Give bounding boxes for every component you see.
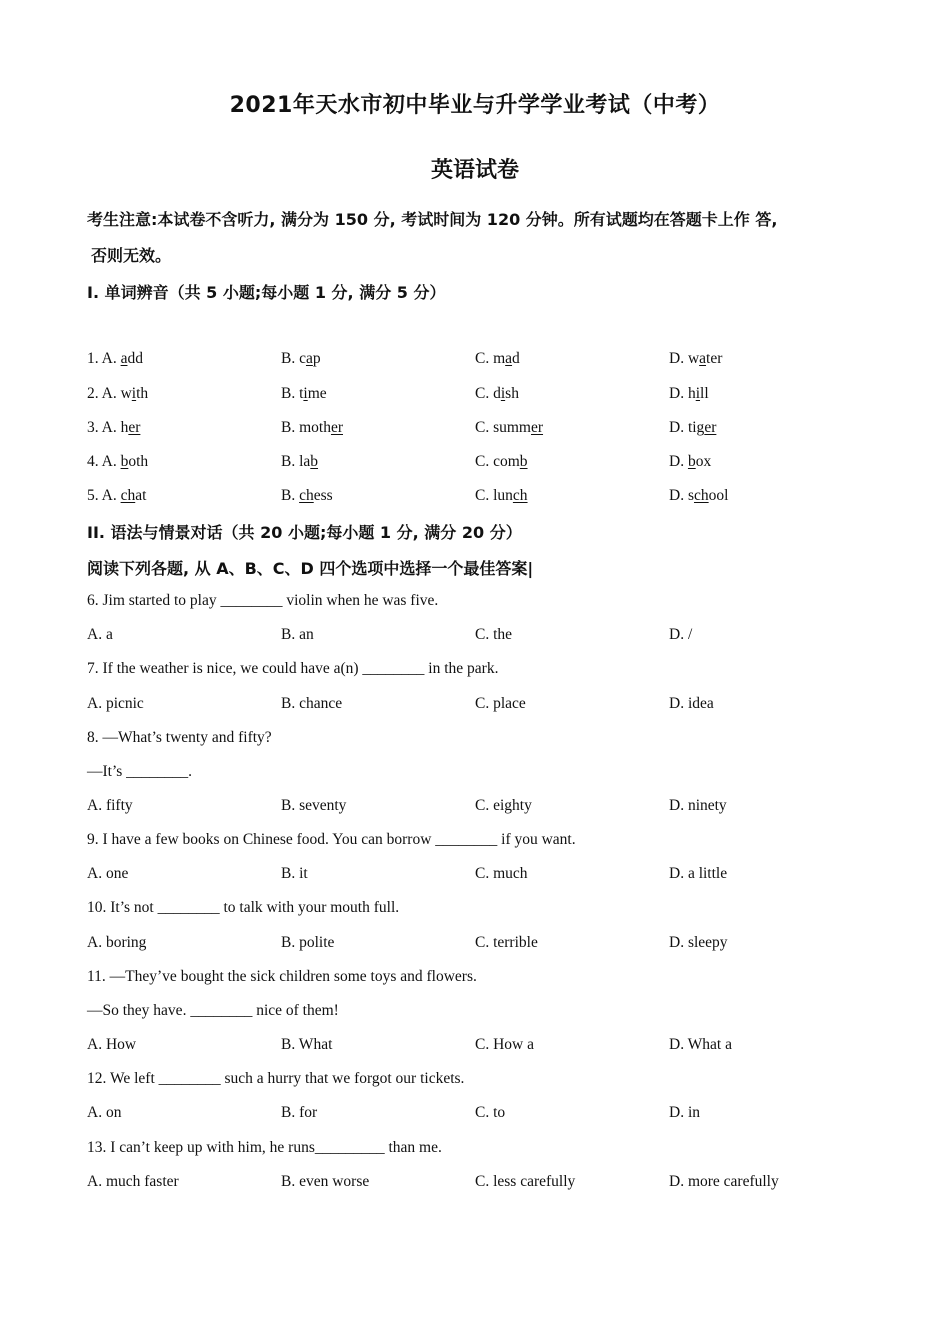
option-6c: C. the bbox=[475, 626, 513, 643]
option-1b: B. cap bbox=[281, 350, 321, 367]
question-8: 8. —What’s twenty and fifty? bbox=[87, 729, 272, 746]
option-12c: C. to bbox=[475, 1104, 506, 1121]
question-row-2 bbox=[0, 385, 950, 407]
question-row-5 bbox=[0, 487, 950, 509]
question-row-3 bbox=[0, 419, 950, 441]
option-2a: 2. A. with bbox=[87, 385, 149, 402]
question-13: 13. I can’t keep up with him, he runs_________ than me. bbox=[87, 1139, 442, 1156]
option-5d: D. school bbox=[669, 487, 729, 504]
option-7d: D. idea bbox=[669, 695, 714, 712]
option-3b: B. mother bbox=[281, 419, 343, 436]
option-6b: B. an bbox=[281, 626, 314, 643]
option-11b: B. What bbox=[281, 1036, 333, 1053]
option-8c: C. eighty bbox=[475, 797, 532, 814]
question-9: 9. I have a few books on Chinese food. You can borrow ________ if you want. bbox=[87, 831, 576, 848]
option-12a: A. on bbox=[87, 1104, 122, 1121]
option-2d: D. hill bbox=[669, 385, 709, 402]
question-12: 12. We left ________ such a hurry that we forgot our tickets. bbox=[87, 1070, 465, 1087]
options-6 bbox=[0, 626, 950, 648]
section1-heading: I. 单词辨音（共 5 小题;每小题 1 分, 满分 5 分） bbox=[87, 283, 446, 302]
question-6: 6. Jim started to play ________ violin when he was five. bbox=[87, 592, 439, 609]
option-10d: D. sleepy bbox=[669, 934, 728, 951]
option-9b: B. it bbox=[281, 865, 308, 882]
option-9a: A. one bbox=[87, 865, 129, 882]
option-9c: C. much bbox=[475, 865, 528, 882]
option-8d: D. ninety bbox=[669, 797, 727, 814]
section2-heading: II. 语法与情景对话（共 20 小题;每小题 1 分, 满分 20 分） bbox=[87, 523, 522, 542]
option-3c: C. summer bbox=[475, 419, 544, 436]
options-13 bbox=[0, 1173, 950, 1195]
option-10c: C. terrible bbox=[475, 934, 538, 951]
exam-title: 2021年天水市初中毕业与升学学业考试（中考） bbox=[229, 93, 721, 118]
option-5b: B. chess bbox=[281, 487, 333, 504]
option-13b: B. even worse bbox=[281, 1173, 370, 1190]
option-11c: C. How a bbox=[475, 1036, 534, 1053]
question-10: 10. It’s not ________ to talk with your mouth full. bbox=[87, 899, 400, 916]
option-11d: D. What a bbox=[669, 1036, 732, 1053]
option-4b: B. lab bbox=[281, 453, 319, 470]
option-4c: C. comb bbox=[475, 453, 528, 470]
option-11a: A. How bbox=[87, 1036, 137, 1053]
options-7 bbox=[0, 695, 950, 717]
option-1a: 1. A. add bbox=[87, 350, 143, 367]
option-2b: B. time bbox=[281, 385, 327, 402]
option-6a: A. a bbox=[87, 626, 113, 643]
options-8 bbox=[0, 797, 950, 819]
notice-line-2: 否则无效。 bbox=[91, 246, 172, 265]
option-2c: C. dish bbox=[475, 385, 519, 402]
option-12d: D. in bbox=[669, 1104, 700, 1121]
options-11 bbox=[0, 1036, 950, 1058]
option-9d: D. a little bbox=[669, 865, 728, 882]
option-13d: D. more carefully bbox=[669, 1173, 779, 1190]
option-5c: C. lunch bbox=[475, 487, 528, 504]
notice-line-1: 考生注意:本试卷不含听力, 满分为 150 分, 考试时间为 120 分钟。所有试题均在答题卡上作 答, bbox=[87, 210, 778, 229]
section2-instruction: 阅读下列各题, 从 A、B、C、D 四个选项中选择一个最佳答案| bbox=[87, 559, 534, 578]
option-1d: D. water bbox=[669, 350, 723, 367]
option-13a: A. much faster bbox=[87, 1173, 179, 1190]
option-4a: 4. A. both bbox=[87, 453, 149, 470]
option-12b: B. for bbox=[281, 1104, 318, 1121]
option-3a: 3. A. her bbox=[87, 419, 141, 436]
question-row-4 bbox=[0, 453, 950, 475]
question-7: 7. If the weather is nice, we could have a(n) ________ in the park. bbox=[87, 660, 499, 677]
exam-subtitle: 英语试卷 bbox=[430, 158, 519, 183]
question-8-reply: —It’s ________. bbox=[87, 763, 193, 780]
option-5a: 5. A. chat bbox=[87, 487, 147, 504]
option-6d: D. / bbox=[669, 626, 693, 643]
options-12 bbox=[0, 1104, 950, 1126]
option-1c: C. mad bbox=[475, 350, 520, 367]
option-7a: A. picnic bbox=[87, 695, 144, 712]
option-8a: A. fifty bbox=[87, 797, 133, 814]
option-10a: A. boring bbox=[87, 934, 147, 951]
option-4d: D. box bbox=[669, 453, 712, 470]
options-9 bbox=[0, 865, 950, 887]
question-row-1 bbox=[0, 350, 950, 372]
option-13c: C. less carefully bbox=[475, 1173, 576, 1190]
question-11: 11. —They’ve bought the sick children some toys and flowers. bbox=[87, 968, 477, 985]
option-10b: B. polite bbox=[281, 934, 335, 951]
options-10 bbox=[0, 934, 950, 956]
option-8b: B. seventy bbox=[281, 797, 347, 814]
option-3d: D. tiger bbox=[669, 419, 717, 436]
option-7b: B. chance bbox=[281, 695, 343, 712]
question-11-reply: —So they have. ________ nice of them! bbox=[87, 1002, 339, 1019]
option-7c: C. place bbox=[475, 695, 526, 712]
